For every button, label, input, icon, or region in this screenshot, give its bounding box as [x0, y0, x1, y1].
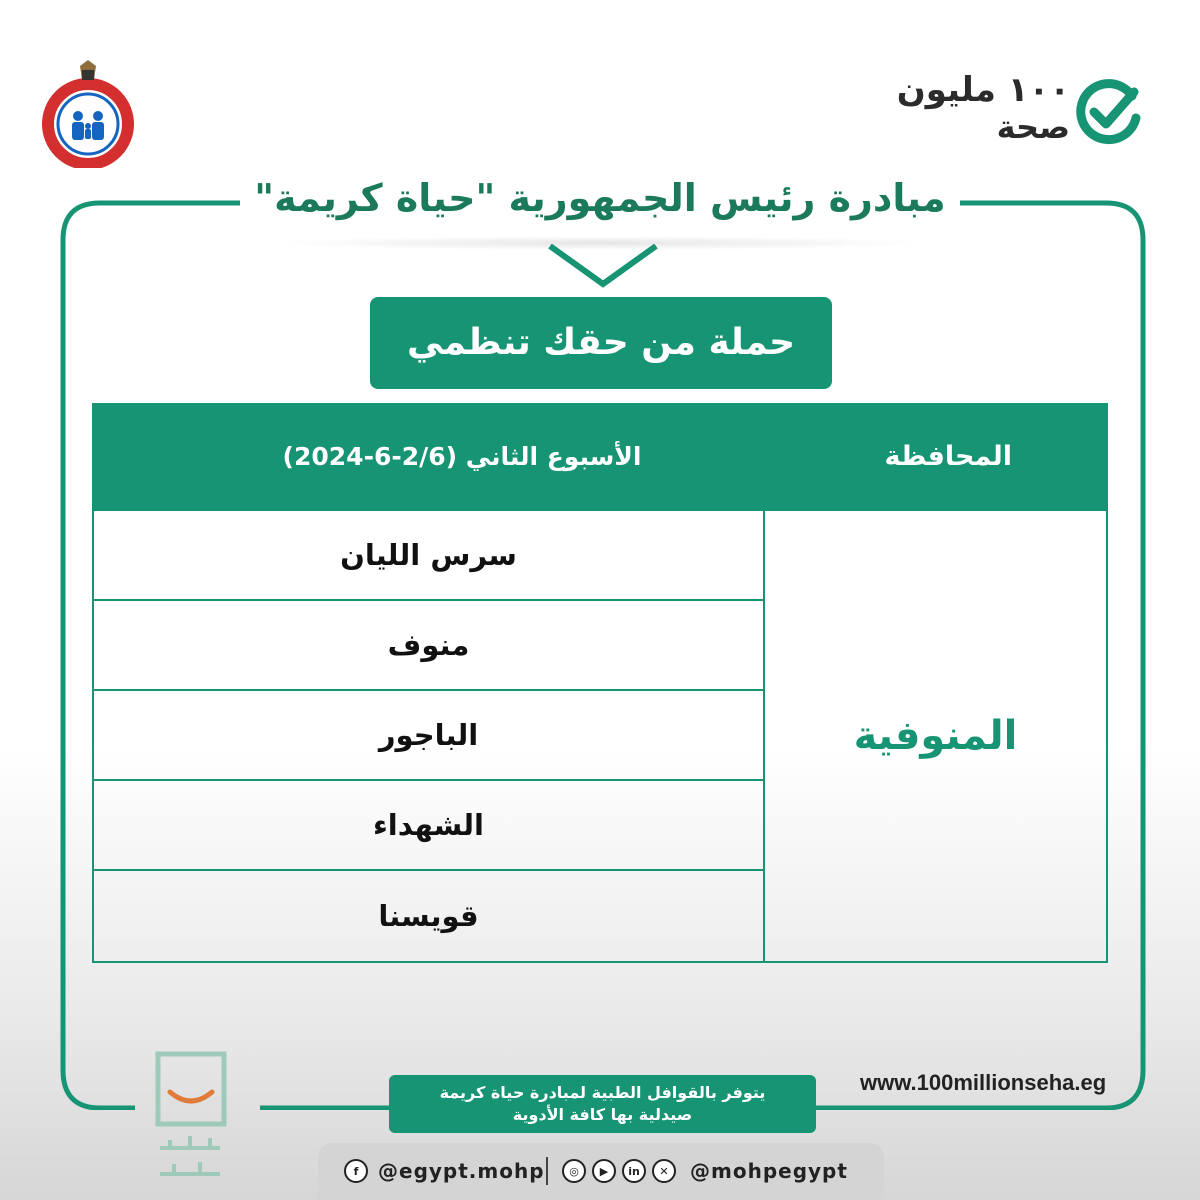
x-icon[interactable]: ✕ [652, 1159, 676, 1183]
city-name: سرس الليان [340, 538, 517, 572]
seha-logo-line1: ١٠٠ مليون [896, 70, 1070, 110]
facebook-handle[interactable]: @egypt.mohp [378, 1159, 545, 1183]
linkedin-icon[interactable]: in [622, 1159, 646, 1183]
table-header [92, 403, 1108, 511]
check-icon [1072, 76, 1144, 148]
table-row [94, 691, 763, 781]
info-line1: يتوفر بالقوافل الطبية لمبادرة حياة كريمة [439, 1083, 766, 1102]
ministry-logo [38, 58, 138, 168]
youtube-icon[interactable]: ▶ [592, 1159, 616, 1183]
social-handle[interactable]: @mohpegypt [690, 1159, 848, 1183]
city-name: الشهداء [372, 808, 484, 842]
100-million-seha-logo [896, 70, 1152, 150]
pharmacy-info-banner [389, 1075, 816, 1133]
city-name: منوف [387, 628, 470, 662]
chevron-down-icon [548, 244, 658, 288]
website-link[interactable]: www.100millionseha.eg [860, 1070, 1107, 1095]
schedule-table [92, 403, 1108, 965]
hayah-karima-logo [150, 1050, 234, 1190]
social-divider [546, 1157, 548, 1185]
governorate-column-header: المحافظة [884, 441, 1012, 472]
governorate-cell [763, 511, 1108, 963]
initiative-title: مبادرة رئيس الجمهورية "حياة كريمة" [240, 170, 960, 226]
seha-logo-line2: صحة [996, 108, 1070, 146]
week-column-header: الأسبوع الثاني (2/6-6-2024) [282, 442, 642, 471]
table-row [94, 781, 763, 871]
facebook-icon[interactable]: f [344, 1159, 368, 1183]
cities-column [92, 511, 763, 963]
campaign-name-banner: حملة من حقك تنظمي [370, 297, 832, 389]
instagram-icon[interactable]: ◎ [562, 1159, 586, 1183]
info-line2: صيدلية بها كافة الأدوية [512, 1105, 693, 1124]
city-name: الباجور [378, 718, 479, 752]
table-body [92, 511, 1108, 965]
governorate-name: المنوفية [853, 713, 1018, 759]
table-row [94, 871, 763, 961]
social-bar [318, 1143, 884, 1200]
city-name: قويسنا [378, 899, 479, 933]
table-row [94, 601, 763, 691]
table-row [94, 511, 763, 601]
